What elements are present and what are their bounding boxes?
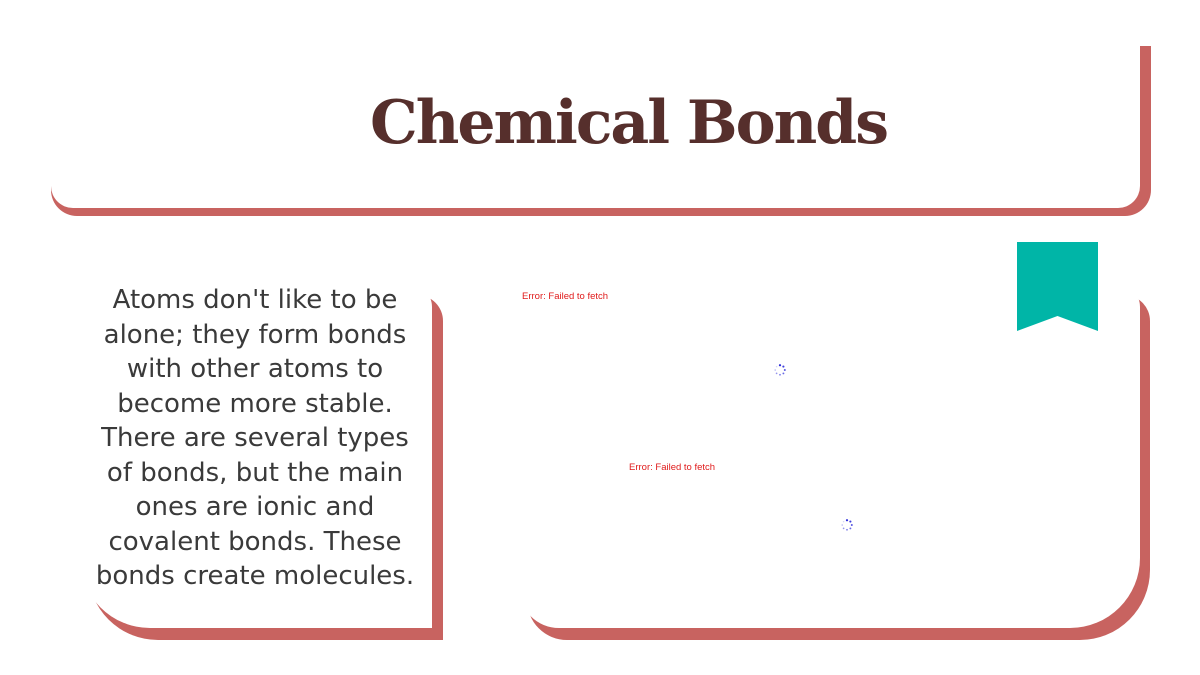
loading-spinner-icon [841, 519, 853, 531]
body-text: Atoms don't like to be alone; they form bonds with other atoms to become more stable. There are several types of bonds, but the main ones are ionic and covalent bonds. These bonds create molecules. [95, 285, 415, 591]
bookmark-ribbon-icon [1017, 242, 1098, 331]
loading-spinner-icon [774, 364, 786, 376]
embed-error-message: Error: Failed to fetch [629, 462, 716, 473]
content-card [519, 283, 1140, 628]
title-card [51, 38, 1140, 208]
slide-title: Chemical Bonds [369, 88, 887, 158]
text-card [80, 283, 432, 628]
embed-error-message: Error: Failed to fetch [522, 291, 609, 302]
